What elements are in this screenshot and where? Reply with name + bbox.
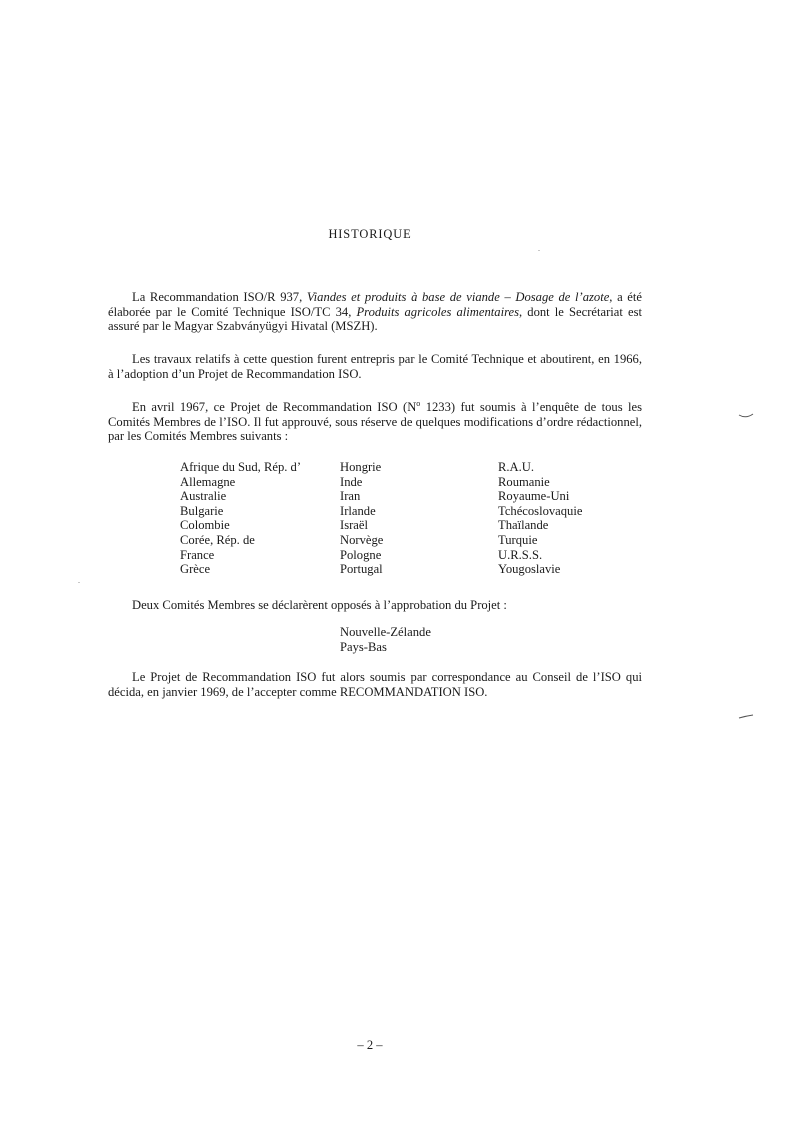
member-country: Turquie [498,532,538,547]
member-country: Corée, Rép. de [180,532,255,547]
margin-mark-icon [738,714,754,720]
opposing-country: Nouvelle-Zélande [340,625,431,639]
member-country: Norvège [340,532,384,547]
member-country: U.R.S.S. [498,547,543,562]
members-column-2 [340,460,383,577]
enquiry-suffix: 1233) fut soumis à l’enquête de tous les Comités Membres de l’ISO. Il fut approuvé, sous réserve de quelques modifications d’ordre rédactionnel, par les Comités Membres suivants : [108,400,642,444]
scan-speck [538,250,540,251]
number-superscript: o [416,398,421,408]
member-country: Irlande [340,503,376,518]
member-country: Tchécoslovaquie [498,503,583,518]
opposing-country: Pays-Bas [340,639,387,654]
origin-prefix: La Recommandation ISO/R 937, [132,290,307,304]
paragraph-origin [108,290,642,334]
members-column-3 [498,460,582,577]
member-country: Colombie [180,518,230,533]
approving-members-table [180,460,620,580]
paragraph-work: Les travaux relatifs à cette question furent entrepris par le Comité Technique et aboutirent, en 1966, à l’adoption d’un Projet de Recommandation ISO. [108,352,642,381]
member-country: Thaïlande [498,518,549,533]
member-country: Royaume-Uni [498,489,570,504]
member-country: Yougoslavie [498,562,561,577]
member-country: Bulgarie [180,503,224,518]
opposing-members-list [340,625,431,654]
member-country: Portugal [340,562,383,577]
member-country: Hongrie [340,460,382,474]
recommendation-title: Viandes et produits à base de viande – Dosage de l’azote [306,290,610,304]
margin-mark-icon [738,413,754,419]
member-country: Roumanie [498,474,550,489]
member-country: Grèce [180,562,211,577]
origin-middle: , a été élaborée par le Comité Technique ISO/TC 34, [108,290,642,319]
member-country: Inde [340,474,363,489]
member-country: Iran [340,489,361,504]
member-country: France [180,547,215,562]
page-number: – 2 – [357,1038,383,1052]
member-country: Afrique du Sud, Rép. d’ [180,460,302,474]
member-country: Pologne [340,547,382,562]
member-country: Australie [180,489,227,504]
paragraph-enquiry [108,400,642,444]
paragraph-opposition: Deux Comités Membres se déclarèrent opposés à l’approbation du Projet : [132,598,507,612]
member-country: Allemagne [180,474,236,489]
member-country: Israël [340,518,368,533]
member-country: R.A.U. [498,460,535,474]
enquiry-prefix: En avril 1967, ce Projet de Recommandation ISO (N [132,400,417,414]
paragraph-acceptance: Le Projet de Recommandation ISO fut alors soumis par correspondance au Conseil de l’ISO qui décida, en janvier 1969, de l’accepter comme RECOMMANDATION ISO. [108,670,642,699]
page-heading: HISTORIQUE [328,227,412,241]
scan-speck [78,582,80,583]
origin-suffix: , dont le Secrétariat est assuré par le Magyar Szabványügyi Hivatal (MSZH). [108,304,642,334]
members-column-1 [180,460,301,577]
committee-title: Produits agricoles alimentaires [356,304,520,319]
